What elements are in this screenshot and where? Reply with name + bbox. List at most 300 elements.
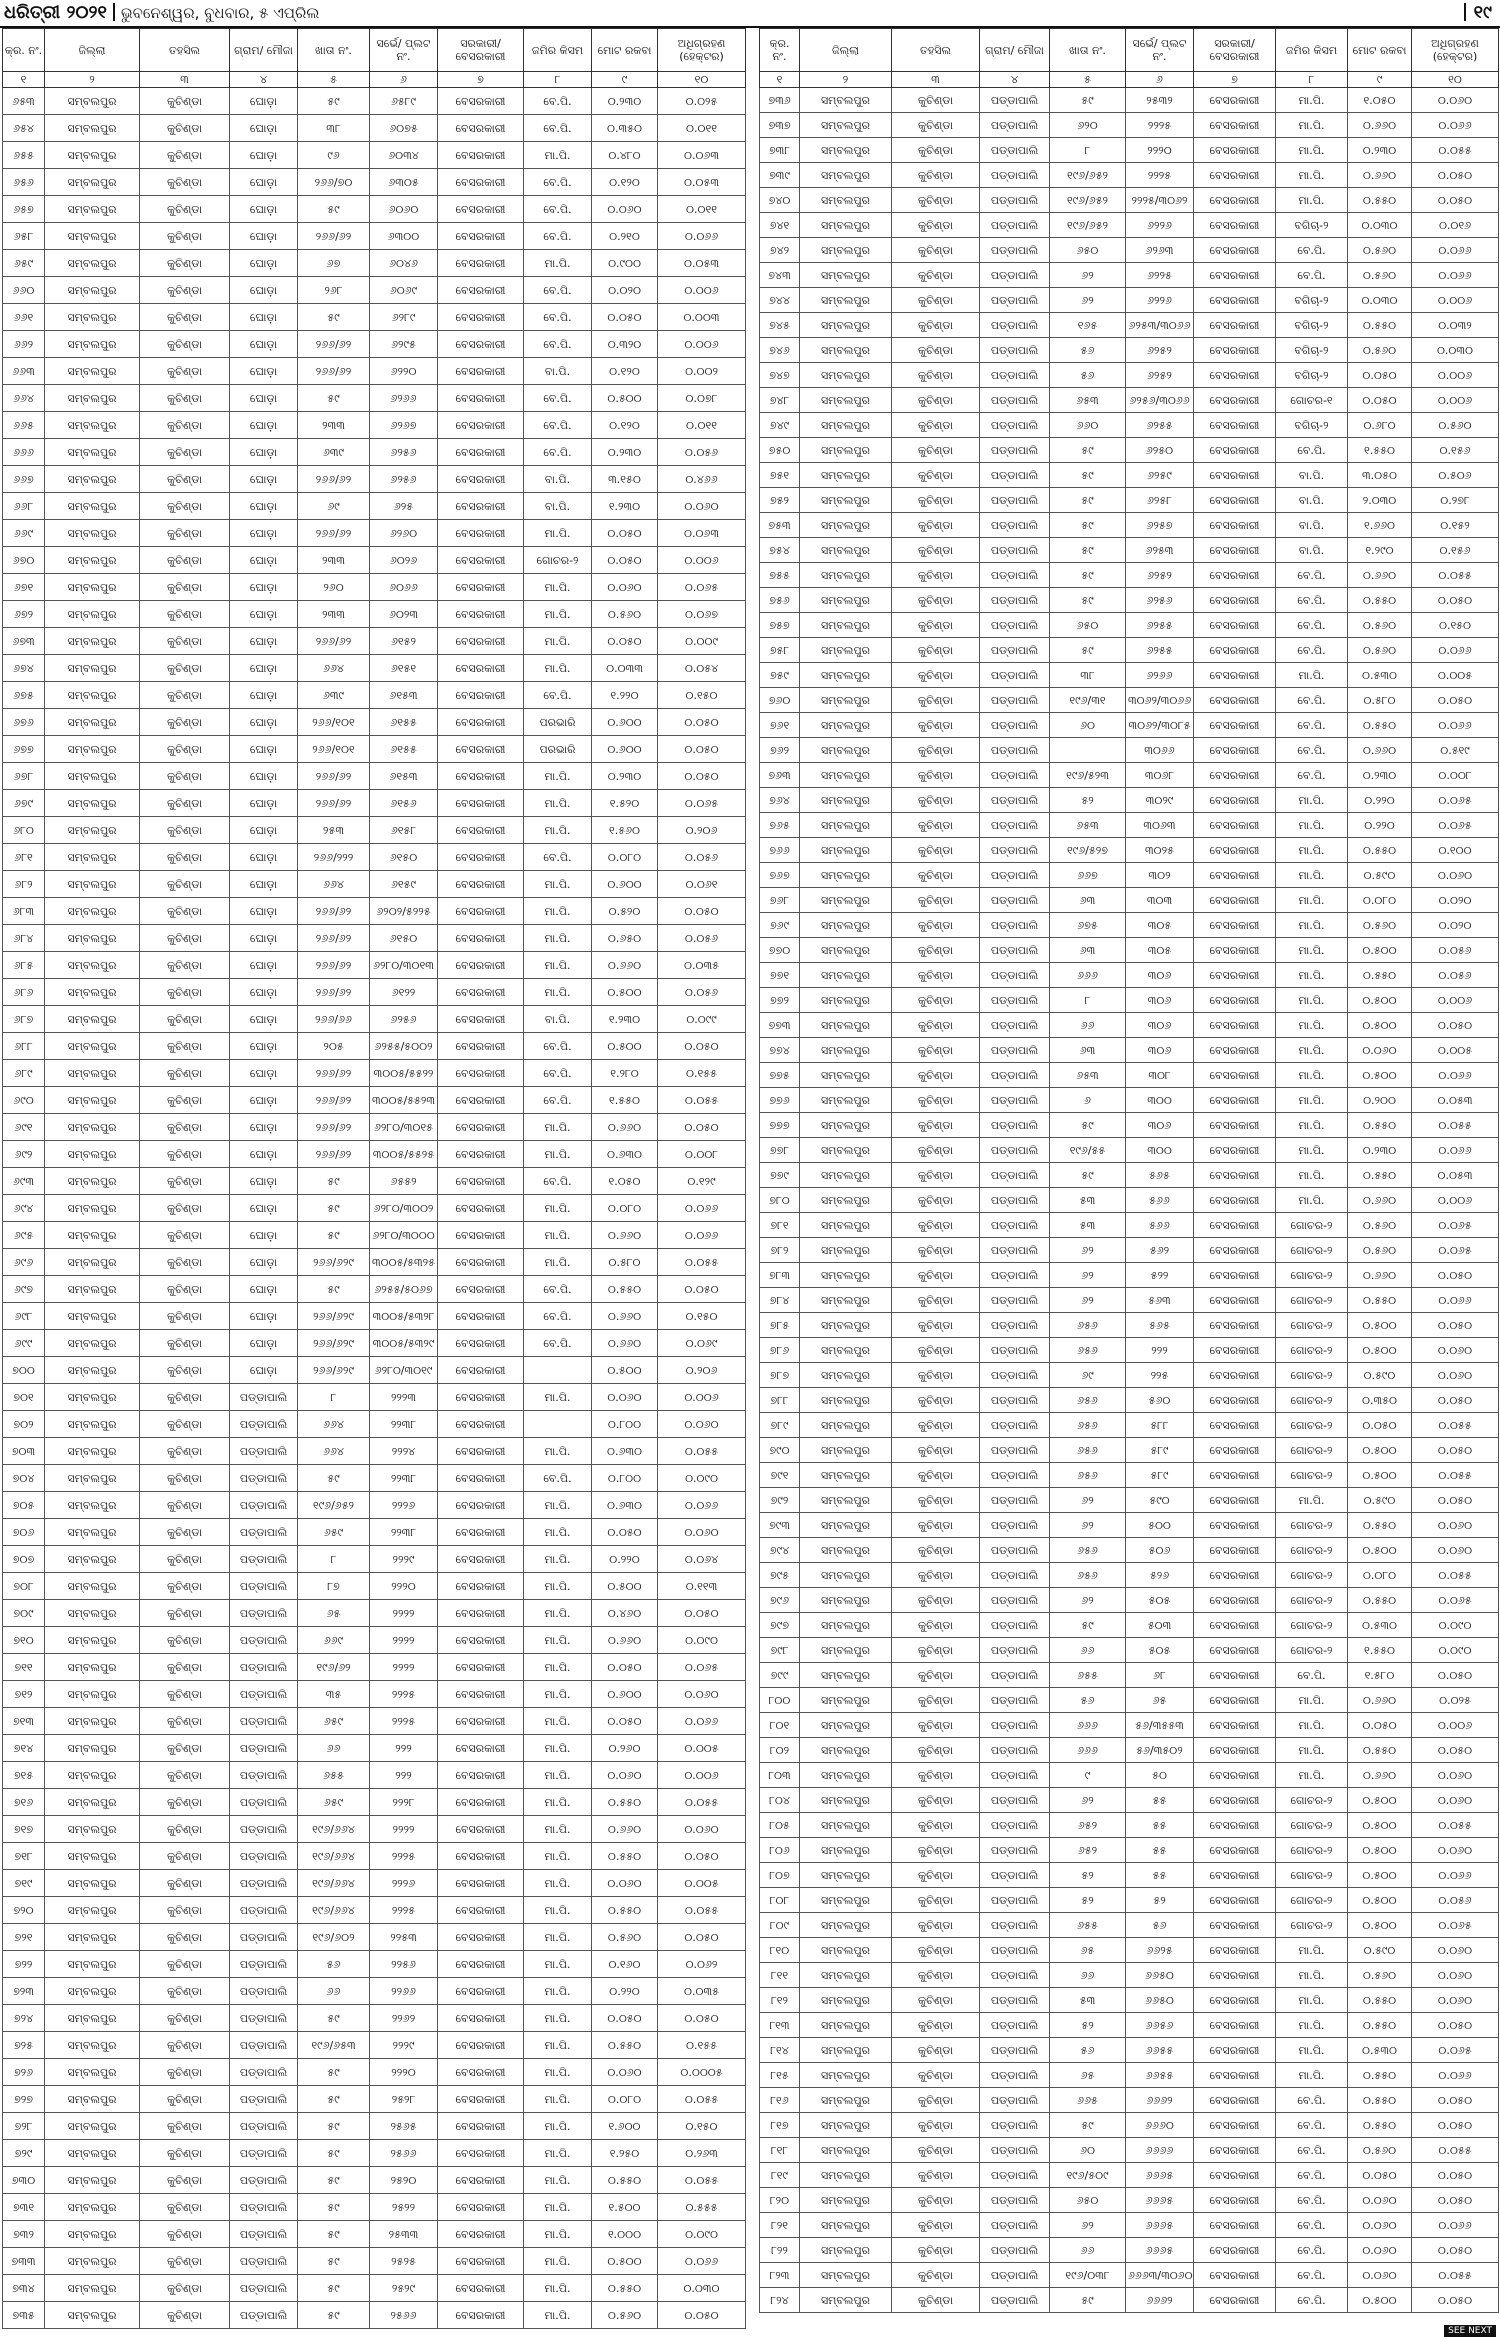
table-row [3, 1870, 746, 1897]
table-cell: ବେସରକାରୀ [438, 682, 524, 709]
table-cell: ସମ୍ବଲପୁର [800, 1413, 892, 1438]
table-cell: ମା.ପି. [524, 1141, 592, 1168]
table-cell: ବେସରକାରୀ [1194, 2113, 1276, 2138]
table-cell: ମା.ପି. [524, 1789, 592, 1816]
table-cell: ବେ.ପି. [524, 1168, 592, 1195]
table-cell: ୮୦୮ [760, 1888, 800, 1913]
table-cell: ବେସରକାରୀ [1194, 363, 1276, 388]
table-row [760, 1863, 1499, 1888]
table-cell: ୨୫୬୫ [370, 2113, 438, 2140]
table-cell: ୦.୦୬୬ [1412, 113, 1499, 138]
table-cell: କୁଚିଣ୍ଡା [892, 1188, 980, 1213]
table-row [760, 1338, 1499, 1363]
table-cell: ୦.୦୬୫ [1412, 1913, 1499, 1938]
table-cell: ୨୫୬୬ [370, 2140, 438, 2167]
table-cell: ସମ୍ବଲପୁର [800, 1888, 892, 1913]
table-cell: ୬୫୫ [1050, 1913, 1126, 1938]
table-cell: ୬୬୬୩/୩୦୬୦ [1126, 2263, 1194, 2288]
table-cell: ୨୨୨ [1126, 1338, 1194, 1363]
table-row [3, 2275, 746, 2302]
table-row [760, 1938, 1499, 1963]
table-cell: ୭୦୬ [3, 1519, 45, 1546]
table-cell: ୫୯ [1050, 438, 1126, 463]
table-cell: ୨୨୫ [1126, 1363, 1194, 1388]
table-cell: ୦.୫୦୦ [1348, 1813, 1412, 1838]
table-row [3, 1843, 746, 1870]
table-cell: ୨୬୬/୬୨୯ [298, 1330, 370, 1357]
table-cell: କୁଚିଣ୍ଡା [892, 338, 980, 363]
table-cell: ସମ୍ବଲପୁର [800, 2038, 892, 2063]
table-row [3, 2032, 746, 2059]
table-cell: ୩୦୨୯ [1126, 788, 1194, 813]
table-cell: ୦.୫୫୦ [1348, 1163, 1412, 1188]
table-cell: ଗୋଚର-୨ [1276, 1888, 1348, 1913]
table-cell: ସମ୍ବଲପୁର [45, 628, 140, 655]
table-row [760, 2063, 1499, 2088]
table-cell: ୬୦୭୫ [370, 115, 438, 142]
table-cell: ପଡ୍ଡାପାଲି [230, 1843, 298, 1870]
table-cell: ମା.ପି. [1276, 1488, 1348, 1513]
table-cell: ବେସରକାରୀ [1194, 1638, 1276, 1663]
table-cell: ପଡ୍ଡାପାଲି [980, 763, 1050, 788]
table-cell: ବେସରକାରୀ [1194, 1713, 1276, 1738]
table-row [3, 1897, 746, 1924]
table-cell: ଘୋଡ଼ା [230, 1060, 298, 1087]
table-cell: ଘୋଡ଼ା [230, 817, 298, 844]
table-cell: ୦.୨୧୦ [592, 223, 658, 250]
table-cell: ୦.୧୦୦ [1412, 838, 1499, 863]
table-cell: ୦.୦୧୧ [658, 196, 746, 223]
table-cell: ୦.୦୬୫ [658, 574, 746, 601]
table-cell: ସମ୍ବଲପୁର [800, 1388, 892, 1413]
table-cell: ୭୩୫ [3, 2302, 45, 2329]
table-cell: ବେସରକାରୀ [1194, 2013, 1276, 2038]
table-cell: ୬୮୯ [3, 1060, 45, 1087]
table-cell: ସମ୍ବଲପୁର [800, 488, 892, 513]
table-cell: ପଡ୍ଡାପାଲି [980, 1338, 1050, 1363]
table-cell: ୬୫୦ [1050, 613, 1126, 638]
table-cell: ୦.୫୫୦ [592, 1276, 658, 1303]
table-cell: ୦.୦୫୫ [658, 1249, 746, 1276]
table-cell: ୦.୦୬୦ [1412, 1988, 1499, 2013]
table-row [760, 413, 1499, 438]
table-row [760, 1238, 1499, 1263]
table-cell: ୫୯ [298, 385, 370, 412]
table-cell: ୬୦ [1050, 713, 1126, 738]
table-cell: କୁଚିଣ୍ଡା [140, 2140, 230, 2167]
table-cell: ୧.୬୬୦ [1348, 513, 1412, 538]
table-cell: ୬୬୫୬ [1126, 2013, 1194, 2038]
table-cell: ବେସରକାରୀ [438, 1357, 524, 1384]
table-cell: ୫୯ [298, 2140, 370, 2167]
table-cell: କୁଚିଣ୍ଡା [140, 169, 230, 196]
table-row [760, 1838, 1499, 1863]
table-cell: ୭୭୮ [760, 1138, 800, 1163]
table-cell: ୦.୧୧୩ [658, 1573, 746, 1600]
table-cell: ୧୯୬/୬୬୪ [298, 1816, 370, 1843]
table-row [760, 1613, 1499, 1638]
table-cell: ୦.୨୦୬ [658, 817, 746, 844]
table-row [760, 1263, 1499, 1288]
table-cell: ୨୬୬/୬୨ [298, 223, 370, 250]
table-cell: ୦.୦୨୫ [1412, 1688, 1499, 1713]
table-cell: ୮୦୪ [760, 1788, 800, 1813]
table-cell: ବେ.ପି. [524, 304, 592, 331]
table-cell: ୦.୦୫୦ [592, 520, 658, 547]
table-cell: ୦.୫୫୦ [1348, 1513, 1412, 1538]
table-cell: ବେସରକାରୀ [438, 1789, 524, 1816]
table-cell: ସମ୍ବଲପୁର [45, 1465, 140, 1492]
table-cell: ୦.୦୬୦ [1412, 1838, 1499, 1863]
table-cell: ବେସରକାରୀ [1194, 1013, 1276, 1038]
table-row [760, 1688, 1499, 1713]
table-cell: ମା.ପି. [1276, 988, 1348, 1013]
table-cell: ସମ୍ବଲପୁର [45, 601, 140, 628]
table-row [760, 713, 1499, 738]
table-cell: କୁଚିଣ୍ଡା [140, 2032, 230, 2059]
table-row [3, 2167, 746, 2194]
table-cell: ୬୨୫୯ [1126, 463, 1194, 488]
table-cell: ପଡ୍ଡାପାଲି [980, 1688, 1050, 1713]
table-cell: ୭୬୨ [760, 738, 800, 763]
table-row [760, 1513, 1499, 1538]
table-cell: କୁଚିଣ୍ଡା [892, 1738, 980, 1763]
table-cell: ସମ୍ବଲପୁର [45, 1681, 140, 1708]
table-cell: ୦.୦୫୦ [1412, 1013, 1499, 1038]
table-cell: ସମ୍ବଲପୁର [45, 520, 140, 547]
table-cell: ସମ୍ବଲପୁର [45, 709, 140, 736]
table-cell: ମା.ପି. [1276, 1963, 1348, 1988]
table-cell: ସମ୍ବଲପୁର [800, 638, 892, 663]
table-cell: କୁଚିଣ୍ଡା [140, 1870, 230, 1897]
table-cell: ୬୬୫ [3, 412, 45, 439]
table-cell: ୬୨୬୩ [1126, 238, 1194, 263]
table-cell: ସମ୍ବଲପୁର [45, 1384, 140, 1411]
table-cell: ୬୨୬୦ [370, 520, 438, 547]
table-cell: ସମ୍ବଲପୁର [800, 813, 892, 838]
table-cell: ୦.୯୦୦ [592, 250, 658, 277]
table-cell: ସମ୍ବଲପୁର [800, 1188, 892, 1213]
table-row [3, 1033, 746, 1060]
table-cell: ୦.୬୬୦ [1348, 563, 1412, 588]
table-cell: ୮୧୬ [760, 2088, 800, 2113]
column-header: କ୍ର. ନଂ. [3, 29, 45, 72]
table-cell: ୫୦ [1126, 1763, 1194, 1788]
table-cell: ୦.୬୬୦ [1348, 1188, 1412, 1213]
table-cell: ୬୭୨ [3, 601, 45, 628]
table-cell: ବେସରକାରୀ [1194, 1763, 1276, 1788]
column-number: ୧୦ [1412, 72, 1499, 88]
table-cell: ୦.୨୨୦ [1348, 788, 1412, 813]
table-row [760, 213, 1499, 238]
table-row [3, 1222, 746, 1249]
table-cell: କୁଚିଣ୍ଡା [892, 1463, 980, 1488]
column-number: ୭ [1194, 72, 1276, 88]
table-cell: କୁଚିଣ୍ଡା [892, 913, 980, 938]
table-cell: ବେସରକାରୀ [438, 466, 524, 493]
table-cell: ୬୦୨୬ [370, 547, 438, 574]
table-row [760, 1988, 1499, 2013]
table-cell: ୭୫୨ [760, 488, 800, 513]
table-cell: ଘୋଡ଼ା [230, 601, 298, 628]
table-cell: ୦.୦୬୦ [1412, 1513, 1499, 1538]
table-cell: ୫୯ [298, 2194, 370, 2221]
table-cell: ସମ୍ବଲପୁର [45, 331, 140, 358]
table-cell: ୦.୦୫୦ [658, 1033, 746, 1060]
table-cell: ୦.୫୫୦ [1348, 588, 1412, 613]
table-cell: ୬୫୭ [3, 196, 45, 223]
table-cell: ବେସରକାରୀ [438, 817, 524, 844]
table-cell: ୭୪୭ [760, 363, 800, 388]
column-header: ତହସିଲ [140, 29, 230, 72]
table-row [760, 1363, 1499, 1388]
table-cell: ସମ୍ବଲପୁର [800, 238, 892, 263]
table-cell: ବେସରକାରୀ [438, 2086, 524, 2113]
table-cell: କୁଚିଣ୍ଡା [892, 588, 980, 613]
table-cell: ୭୭୬ [760, 1088, 800, 1113]
table-cell: ୯୬ [298, 142, 370, 169]
table-cell: ୧୯୬/୬୫୩ [298, 2032, 370, 2059]
table-cell: ୦.୦୬୫ [1412, 1588, 1499, 1613]
table-cell: ବା.ପି. [1276, 513, 1348, 538]
table-cell: ସମ୍ବଲପୁର [800, 1488, 892, 1513]
table-cell: ୦.୦୫୦ [1348, 363, 1412, 388]
table-cell: ବେସରକାରୀ [1194, 1188, 1276, 1213]
table-cell: ବେସରକାରୀ [1194, 1363, 1276, 1388]
table-cell: ୬୭୬ [3, 709, 45, 736]
table-row [760, 638, 1499, 663]
table-cell: ସମ୍ବଲପୁର [800, 1088, 892, 1113]
table-row [760, 1188, 1499, 1213]
table-header [760, 29, 1499, 88]
table-cell: ୦.୦୫୫ [658, 1897, 746, 1924]
table-cell: ୦.୦୫୦ [1412, 2163, 1499, 2188]
table-cell: ପଡ୍ଡାପାଲି [230, 1978, 298, 2005]
table-cell: ୩୦୬୬ [1126, 738, 1194, 763]
table-cell: ୦.୦୫୫ [1412, 2138, 1499, 2163]
table-cell: ୬୬୪ [298, 1411, 370, 1438]
table-cell: ୭୨୯ [3, 2140, 45, 2167]
table-cell: କୁଚିଣ୍ଡା [140, 1006, 230, 1033]
table-cell: ୬୨ [1050, 1488, 1126, 1513]
table-cell: କୁଚିଣ୍ଡା [140, 1465, 230, 1492]
table-cell: କୁଚିଣ୍ଡା [140, 223, 230, 250]
table-cell: କୁଚିଣ୍ଡା [892, 1163, 980, 1188]
table-cell: ୬୨୫୦ [1126, 438, 1194, 463]
table-cell: ୬୫ [1126, 1688, 1194, 1713]
table-cell: ପଡ୍ଡାପାଲି [980, 463, 1050, 488]
table-cell: କୁଚିଣ୍ଡା [140, 2113, 230, 2140]
table-row [760, 863, 1499, 888]
table-cell: ୦.୦୬୦ [1348, 2188, 1412, 2213]
table-cell: ବେସରକାରୀ [1194, 288, 1276, 313]
table-cell: ୦.୧୫୨ [1412, 513, 1499, 538]
table-cell: ୦.୫୯୦ [1348, 1938, 1412, 1963]
table-cell: ସମ୍ବଲପୁର [45, 250, 140, 277]
table-cell: କୁଚିଣ୍ଡା [892, 1138, 980, 1163]
table-cell: ୫୦୩ [1126, 1613, 1194, 1638]
table-cell: ୦.୦୬୬ [658, 2248, 746, 2275]
table-row [760, 1463, 1499, 1488]
table-cell: ପଡ୍ଡାପାଲି [980, 1763, 1050, 1788]
table-cell: ୬୨୦୨/୫୨୨୫ [370, 898, 438, 925]
table-cell: ସମ୍ବଲପୁର [800, 938, 892, 963]
table-cell: କୁଚିଣ୍ଡା [140, 1789, 230, 1816]
table-cell: ୭୮୯ [760, 1413, 800, 1438]
table-cell: ମା.ପି. [524, 1384, 592, 1411]
table-cell: ପଡ୍ଡାପାଲି [980, 2038, 1050, 2063]
table-row [760, 788, 1499, 813]
table-cell: ସମ୍ବଲପୁର [45, 1519, 140, 1546]
table-cell: ସମ୍ବଲପୁର [800, 1738, 892, 1763]
table-cell: ବେସରକାରୀ [1194, 763, 1276, 788]
table-cell: ୫୯ [298, 2302, 370, 2329]
table-cell: ବେସରକାରୀ [1194, 563, 1276, 588]
table-cell: ୬୫୬ [1050, 1313, 1126, 1338]
table-cell: ପଡ୍ଡାପାଲି [980, 363, 1050, 388]
table-cell: ୫୦୫ [1126, 1588, 1194, 1613]
table-cell: ବେସରକାରୀ [438, 2221, 524, 2248]
table-cell: ବେସରକାରୀ [438, 2167, 524, 2194]
table-cell: ୬୫୩ [3, 88, 45, 115]
table-cell: ୭୪୧ [760, 213, 800, 238]
table-cell: ଗୋଚର-୨ [1276, 1413, 1348, 1438]
table-cell: ୧୯୬/୬୬୪ [298, 1870, 370, 1897]
table-cell: ଗୋଚର-୨ [1276, 1613, 1348, 1638]
table-cell: ୬୨ [1050, 288, 1126, 313]
table-cell: କୁଚିଣ୍ଡା [892, 638, 980, 663]
table-cell: ୦.୦୬୫ [658, 790, 746, 817]
table-cell: ୭୯୨ [760, 1488, 800, 1513]
table-cell: ଗୋଚର-୨ [1276, 1263, 1348, 1288]
table-row [760, 2113, 1499, 2138]
table-cell: ୦.୫୦୦ [1348, 1788, 1412, 1813]
table-cell: ସମ୍ବଲପୁର [45, 169, 140, 196]
table-cell: ୦.୦୫୦ [1412, 2188, 1499, 2213]
table-cell: ବେ.ପି. [1276, 613, 1348, 638]
table-cell: ୭୩୧ [3, 2194, 45, 2221]
table-cell: କୁଚିଣ୍ଡା [892, 1113, 980, 1138]
table-cell: ୫୯ [1050, 463, 1126, 488]
table-cell: ୦.୦୯୯ [658, 1006, 746, 1033]
table-cell: ୦.୫୦୦ [1348, 1888, 1412, 1913]
table-cell: ବେସରକାରୀ [1194, 1163, 1276, 1188]
table-cell: ବେ.ପି. [524, 1303, 592, 1330]
table-cell: ୦.୦୯୦ [1412, 1638, 1499, 1663]
table-row [760, 913, 1499, 938]
table-cell: କୁଚିଣ୍ଡା [140, 1195, 230, 1222]
table-cell: ୦.୦୯୦ [658, 2221, 746, 2248]
table-row [760, 1813, 1499, 1838]
table-cell: ପଡ୍ଡାପାଲି [980, 1063, 1050, 1088]
table-cell: କୁଚିଣ୍ଡା [892, 413, 980, 438]
table-cell: ୬୨ [1050, 2213, 1126, 2238]
table-cell: ପଡ୍ଡାପାଲି [980, 1638, 1050, 1663]
table-cell: ମା.ପି. [524, 520, 592, 547]
table-cell: ସମ୍ବଲପୁର [800, 613, 892, 638]
table-cell: ଗୋଚର-୨ [1276, 1538, 1348, 1563]
table-row [760, 1888, 1499, 1913]
table-cell: ଘୋଡ଼ା [230, 142, 298, 169]
table-cell: ମା.ପି. [524, 1600, 592, 1627]
table-cell: ୦.୨୩୦ [1348, 763, 1412, 788]
table-cell: ୦.୫୫୦ [1348, 1988, 1412, 2013]
table-cell: କୁଚିଣ୍ଡା [892, 2238, 980, 2263]
table-cell: ସମ୍ବଲପୁର [45, 1033, 140, 1060]
table-cell: ୬୦୬୬ [370, 574, 438, 601]
table-cell: ସମ୍ବଲପୁର [800, 1763, 892, 1788]
table-cell: ୩୦୬ [1126, 1013, 1194, 1038]
table-cell: ୭୨୦ [3, 1897, 45, 1924]
table-cell: ୬୬୫୫ [1126, 2038, 1194, 2063]
table-cell: କୁଚିଣ୍ଡା [140, 1249, 230, 1276]
table-cell: ୨୫୬୬ [370, 2302, 438, 2329]
table-cell: ଘୋଡ଼ା [230, 1114, 298, 1141]
table-cell: ସମ୍ବଲପୁର [800, 913, 892, 938]
table-cell: ୦.୫୩୦ [1348, 1613, 1412, 1638]
table-cell: ମା.ପି. [524, 2086, 592, 2113]
table-cell: ସମ୍ବଲପୁର [800, 1813, 892, 1838]
table-cell: କୁଚିଣ୍ଡା [140, 871, 230, 898]
table-cell: କୁଚିଣ୍ଡା [892, 1638, 980, 1663]
table-cell: ଘୋଡ଼ା [230, 1006, 298, 1033]
table-cell: ପରଭାରି [524, 736, 592, 763]
table-cell: ମା.ପି. [1276, 1738, 1348, 1763]
table-row [760, 2263, 1499, 2288]
table-cell: ୦.୫୯୦ [1348, 863, 1412, 888]
table-cell: ସମ୍ବଲପୁର [45, 439, 140, 466]
table-cell: ମା.ପି. [1276, 2038, 1348, 2063]
table-cell: ୫୬୫ [1126, 1313, 1194, 1338]
column-header: ସରକାରୀ/ ବେସରକାରୀ [438, 29, 524, 72]
table-cell: ୫୯ [1050, 2113, 1126, 2138]
table-cell: ୦.୦୦୫ [658, 1735, 746, 1762]
table-cell: ୮୭ [298, 1573, 370, 1600]
table-cell: ବେ.ପି. [524, 223, 592, 250]
table-cell: ବେ.ପି. [1276, 563, 1348, 588]
table-cell: ୦.୦୫୬ [658, 844, 746, 871]
table-cell: ୦.୦୫୦ [592, 1708, 658, 1735]
table-cell: ବେସରକାରୀ [1194, 413, 1276, 438]
table-cell: ସମ୍ବଲପୁର [800, 788, 892, 813]
column-header: ସର୍ଭେ/ ପ୍ଲଟ ନଂ. [370, 29, 438, 72]
table-cell: ସମ୍ବଲପୁର [800, 1913, 892, 1938]
table-cell: ୦.୦୦୬ [1412, 388, 1499, 413]
table-cell: କୁଚିଣ୍ଡା [892, 1088, 980, 1113]
table-cell: ୦.୫୧୯ [1412, 738, 1499, 763]
table-cell: ୦.୦୮୦ [592, 1195, 658, 1222]
table-cell: ବେ.ପି. [524, 1330, 592, 1357]
table-cell: ୦.୫୬୦ [1348, 263, 1412, 288]
table-cell: ବେସରକାରୀ [1194, 1938, 1276, 1963]
table-cell: ମା.ପି. [524, 2005, 592, 2032]
table-cell: ବେସରକାରୀ [1194, 913, 1276, 938]
table-cell: କୁଚିଣ୍ଡା [892, 663, 980, 688]
table-cell: ୩୦୦ [1126, 1138, 1194, 1163]
table-cell: ବେସରକାରୀ [1194, 1513, 1276, 1538]
table-cell: ୮୦୯ [760, 1913, 800, 1938]
table-cell: ୦.୦୩୨ [1412, 313, 1499, 338]
table-cell: ବେସରକାରୀ [1194, 638, 1276, 663]
table-cell: ବା.ପି. [524, 358, 592, 385]
table-cell: ସମ୍ବଲପୁର [45, 1411, 140, 1438]
table-cell: କୁଚିଣ୍ଡା [140, 682, 230, 709]
table-cell: ସମ୍ବଲପୁର [800, 1013, 892, 1038]
table-cell: ୨୩୩ [298, 547, 370, 574]
table-cell: ବେସରକାରୀ [1194, 2163, 1276, 2188]
table-cell: କୁଚିଣ୍ଡା [892, 863, 980, 888]
table-row [3, 1492, 746, 1519]
